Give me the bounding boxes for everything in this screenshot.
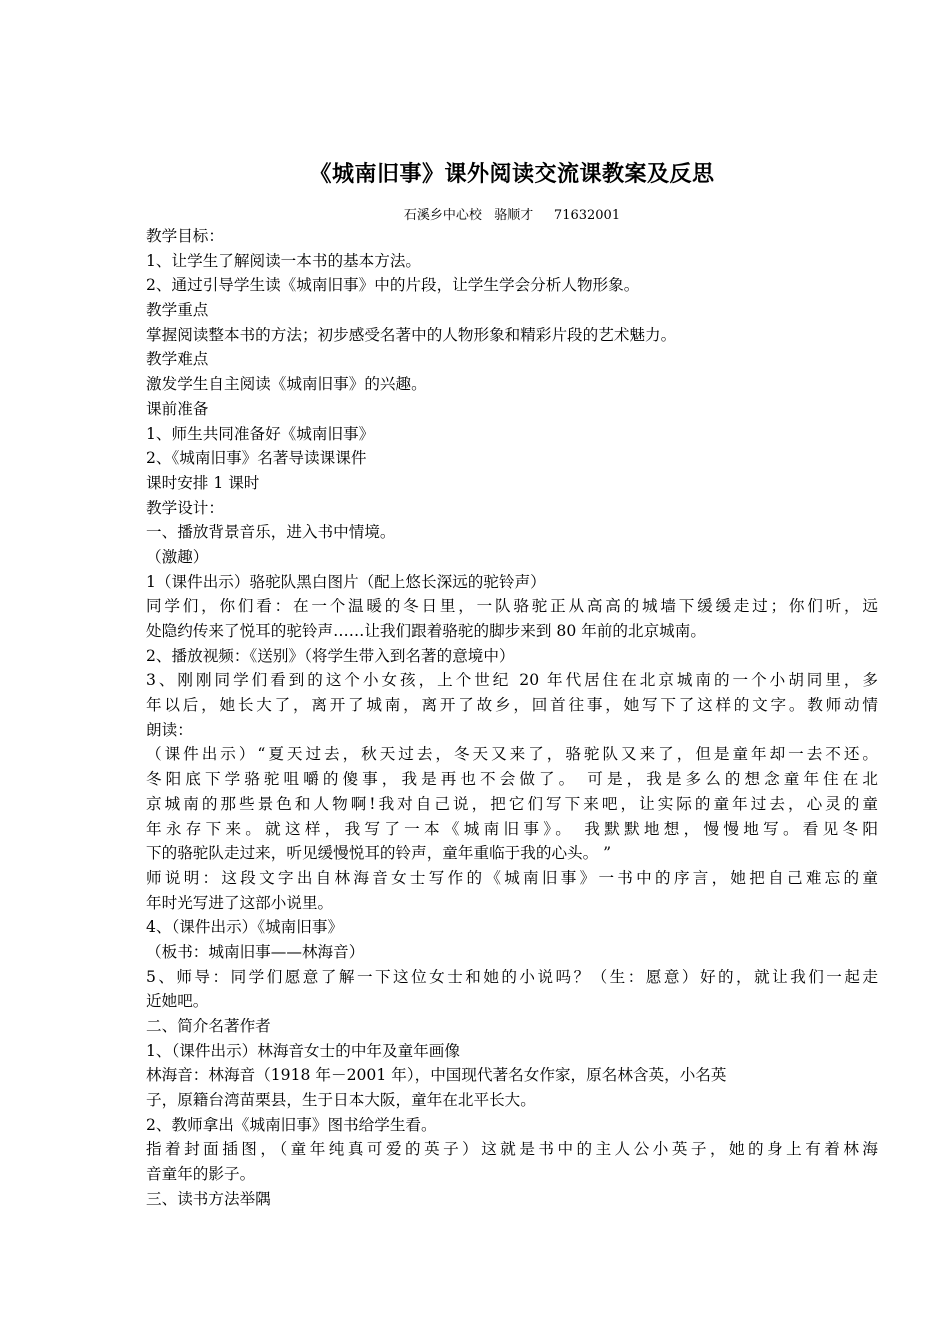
text-line: 1（课件出示）骆驼队黑白图片（配上悠长深远的驼铃声） (146, 572, 546, 591)
author-line: 石溪乡中心校 骆顺才 71632001 (403, 208, 621, 223)
text-line: 子，原籍台湾苗栗县，生于日本大阪，童年在北平长大。 (146, 1091, 536, 1110)
text-line: 二、简介名著作者 (146, 1017, 271, 1035)
text-line: 掌握阅读整本书的方法；初步感受名著中的人物形象和精彩片段的艺术魅力。 (146, 325, 677, 344)
text-line: 年永存下来。就这样，我写了一本《城南旧事》。 我默默地想，慢慢地写。看见冬阳 (146, 819, 878, 838)
text-line: 同学们，你们看：在一个温暖的冬日里，一队骆驼正从高高的城墙下缓缓走过；你们听，远 (146, 597, 878, 616)
text-line: 一、播放背景音乐，进入书中情境。 (146, 523, 396, 542)
text-line: 教学目标： (146, 227, 224, 245)
text-line: 3、刚刚同学们看到的这个小女孩，上个世纪 20 年代居住在北京城南的一个小胡同里，多 (146, 671, 878, 690)
text-line: 京城南的那些景色和人物啊!我对自己说，把它们写下来吧，让实际的童年过去，心灵的童 (146, 794, 878, 813)
text-line: 三、读书方法举隅 (146, 1189, 271, 1208)
text-line: 近她吧。 (146, 992, 209, 1011)
text-line: 课前准备 (146, 399, 209, 418)
document-title: 《城南旧事》课外阅读交流课教案及反思 (309, 161, 715, 187)
text-line: 1、让学生了解阅读一本书的基本方法。 (146, 251, 422, 270)
text-line: （激趣） (146, 547, 209, 566)
text-line: 4、（课件出示）《城南旧事》 (146, 918, 344, 937)
text-line: 2、播放视频：《送别》（将学生带入到名著的意境中） (146, 646, 515, 665)
text-line: 指着封面插图，（童年纯真可爱的英子）这就是书中的主人公小英子，她的身上有着林海 (146, 1140, 878, 1159)
text-line: 教学重点 (146, 301, 209, 320)
text-line: 音童年的影子。 (146, 1165, 256, 1184)
text-line: 教学设计： (146, 498, 224, 517)
text-line: 师说明：这段文字出自林海音女士写作的《城南旧事》一书中的序言，她把自己难忘的童 (146, 868, 878, 887)
text-line: 1、师生共同准备好《城南旧事》 (146, 424, 375, 443)
text-line: 朗读： (146, 720, 193, 739)
text-line: 5、师导：同学们愿意了解一下这位女士和她的小说吗？（生：愿意）好的，就让我们一起走 (146, 967, 878, 986)
text-line: 林海音：林海音（1918 年－2001 年），中国现代著名女作家，原名林含英，小名英 (146, 1066, 727, 1085)
text-line: 1、（课件出示）林海音女士的中年及童年画像 (146, 1041, 460, 1060)
text-line: 2、教师拿出《城南旧事》图书给学生看。 (146, 1115, 437, 1134)
text-line: 2、通过引导学生读《城南旧事》中的片段，让学生学会分析人物形象。 (146, 276, 640, 295)
text-line: （课件出示）“夏天过去，秋天过去，冬天又来了，骆驼队又来了，但是童年却一去不还。 (146, 745, 878, 764)
text-line: 处隐约传来了悦耳的驼铃声……让我们跟着骆驼的脚步来到 80 年前的北京城南。 (146, 622, 706, 640)
text-line: 年以后，她长大了，离开了城南，离开了故乡，回首往事，她写下了这样的文字。教师动情 (146, 696, 878, 715)
text-line: 冬阳底下学骆驼咀嚼的傻事，我是再也不会做了。 可是，我是多么的想念童年住在北 (146, 770, 878, 789)
text-line: 课时安排 1 课时 (146, 473, 260, 492)
text-line: 年时光写进了这部小说里。 (146, 893, 334, 912)
text-line: 激发学生自主阅读《城南旧事》的兴趣。 (146, 375, 427, 394)
text-line: 下的骆驼队走过来，听见缓慢悦耳的铃声，童年重临于我的心头。 ” (146, 844, 612, 863)
text-line: 教学难点 (146, 350, 209, 369)
document-body (146, 224, 878, 1212)
text-line: 2、《城南旧事》名著导读课课件 (146, 449, 367, 468)
text-line: （板书：城南旧事——林海音） (146, 942, 365, 961)
